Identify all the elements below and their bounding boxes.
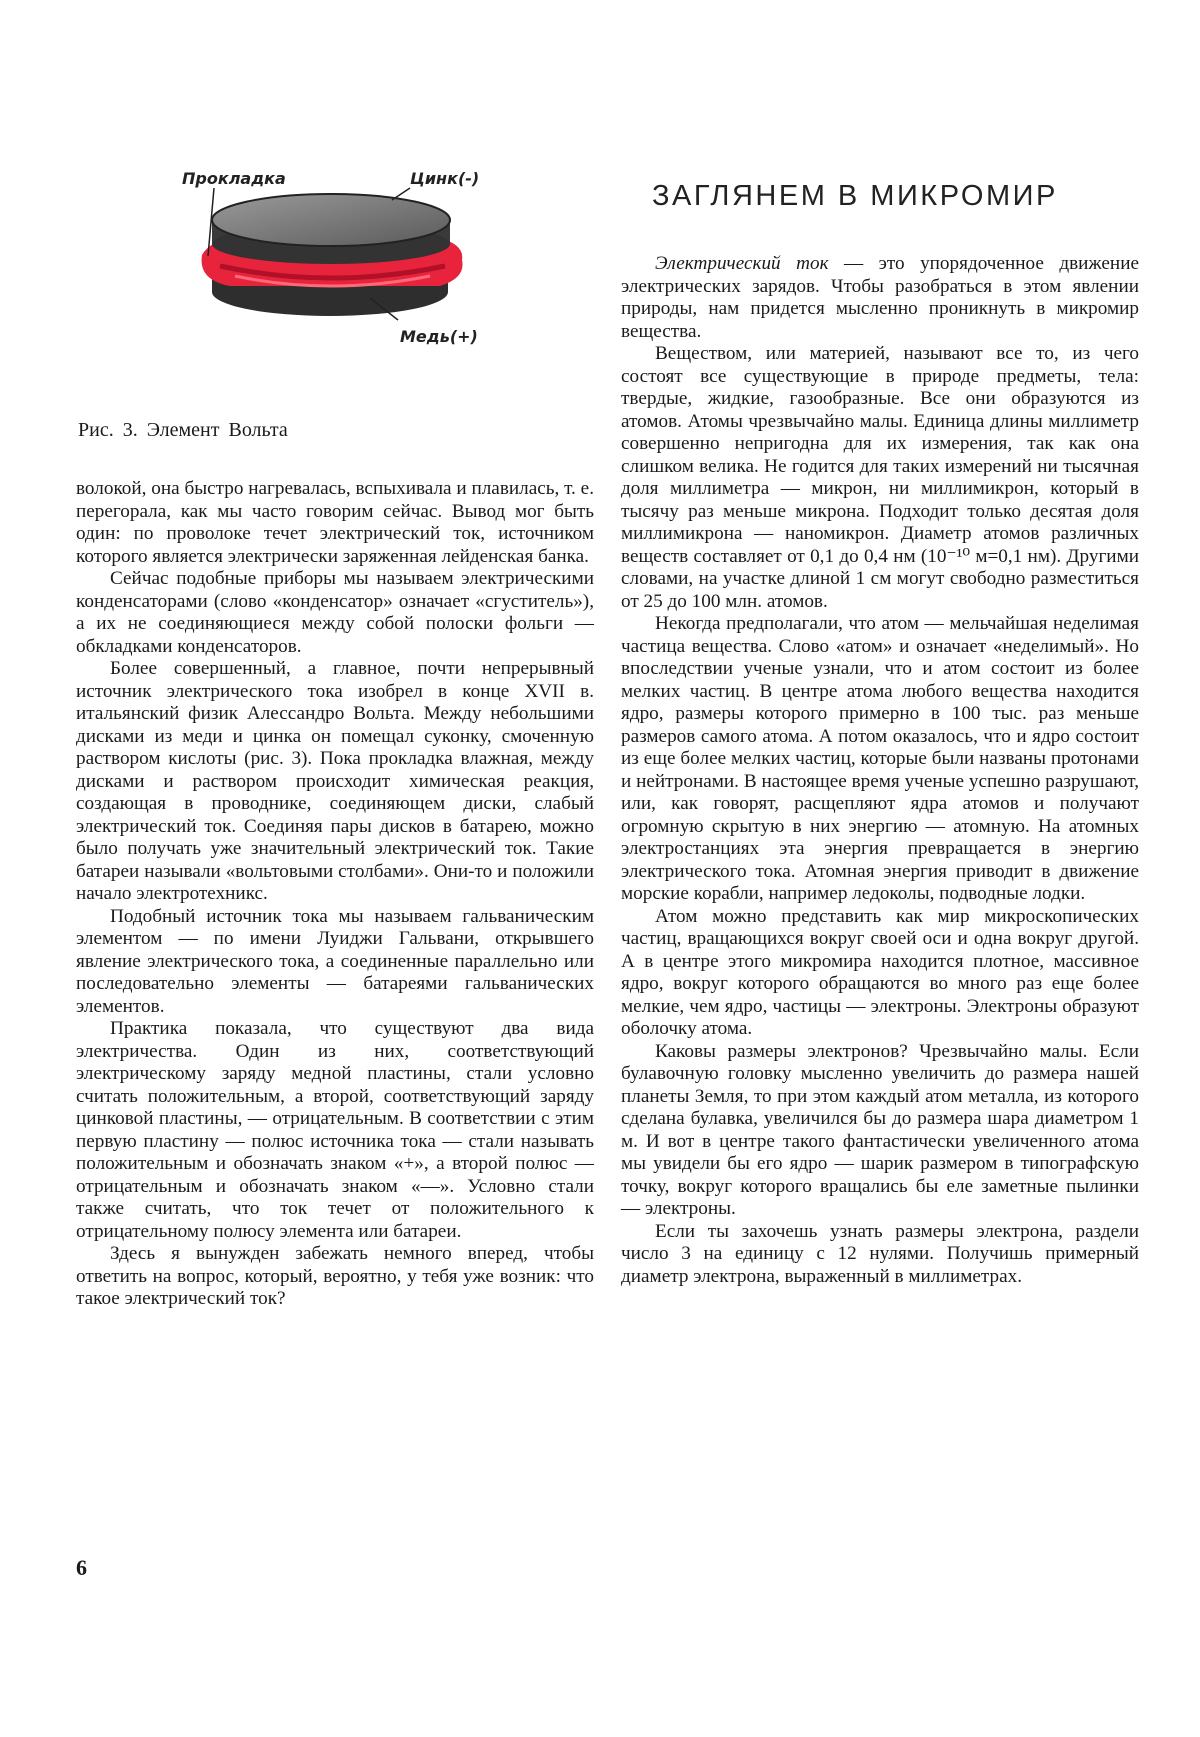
zinc-disc	[212, 194, 450, 246]
paragraph-text: — это упорядоченное движение электрических зарядов. Чтобы разобраться в этом явлении природы, нам придется мысленно проникнуть в микромир вещества.	[621, 253, 1139, 342]
paragraph: Веществом, или материей, называют все то, из чего состоят все существующие в природе предметы, тела: твердые, жидкие, газообразные. Все они образуются из атомов. Атомы чрезвычайно малы. Единица длины миллиметр совершенно непригодна для их измерения, так как она слишком велика. Не годится для таких измерений ни тысячная доля миллиметра — микрон, ни миллимикрон, который в тысячу раз меньше микрона. Подходит только десятая доля миллимикрона — наномикрон. Диаметр атомов различных веществ составляет от 0,1 до 0,4 нм (10⁻¹⁰ м=0,1 нм). Другими словами, на участке длиной 1 см могут свободно разместиться от 25 до 100 млн. атомов.	[621, 343, 1139, 612]
paragraph: Подобный источник тока мы называем гальваническим элементом — по имени Луиджи Гальвани, открывшего явление электрического тока, а соединенные параллельно или последовательно элементы — батареями гальванических элементов.	[76, 905, 594, 1017]
volta-cell-illustration	[180, 170, 510, 370]
paragraph: Каковы размеры электронов? Чрезвычайно малы. Если булавочную головку мысленно увеличить до размера нашей планеты Земля, то при этом каждый атом металла, из которого сделана булавка, увеличился бы до размера шара диаметром 1 м. И вот в центре такого фантастически увеличенного атома мы увидели бы его ядро — шарик размером в типографскую точку, вокруг которого вращались бы еле заметные пылинки — электроны.	[621, 1040, 1139, 1219]
gasket-label: Прокладка	[182, 170, 286, 188]
paragraph: Если ты захочешь узнать размеры электрона, раздели число 3 на единицу с 12 нулями. Получишь примерный диаметр электрона, выраженный в миллиметрах.	[621, 1220, 1139, 1287]
zinc-label: Цинк(-)	[410, 170, 480, 188]
paragraph: Некогда предполагали, что атом — мельчайшая неделимая частица вещества. Слово «атом» и означает «неделимый». Но впоследствии ученые узнали, что и атом состоит из более мелких частиц. В центре атома любого вещества находится ядро, размеры которого примерно в 100 тыс. раз меньше размеров самого атома. А потом оказалось, что и ядро состоит из еще более мелких частиц, которые были названы протонами и нейтронами. В настоящее время ученые успешно разрушают, или, как говорят, расщепляют ядра атомов и получают огромную скрытую в них энергию — атомную. На атомных электростанциях эта энергия превращается в энергию электрического тока. Атомная энергия приводит в движение морские корабли, например ледоколы, подводные лодки.	[621, 613, 1139, 904]
paragraph: Практика показала, что существуют два вида электричества. Один из них, соответствующий электрическому заряду медной пластины, стали условно считать положительным, а второй, соответствующий заряду цинковой пластины, — отрицательным. В соответствии с этим первую пластину — полюс источника тока — стали называть положительным и обозначать знаком «+», а второй полюс — отрицательным и обозначать знаком «—». Условно стали также считать, что ток течет от положительного к отрицательному полюсу элемента или батареи.	[76, 1018, 594, 1242]
page-number: 6	[76, 1555, 87, 1580]
section-heading: ЗАГЛЯНЕМ В МИКРОМИР	[652, 180, 1058, 212]
paragraph	[621, 253, 1139, 343]
paragraph: волокой, она быстро нагревалась, вспыхивала и плавилась, т. е. перегорала, как мы часто говорим сейчас. Вывод мог быть один: по проволоке течет электрический ток, источником которого является электрически заряженная лейденская банка.	[76, 478, 594, 567]
paragraph: Здесь я вынужден забежать немного вперед, чтобы ответить на вопрос, который, вероятно, у тебя уже возник: что такое электрический ток?	[76, 1243, 594, 1309]
paragraph: Атом можно представить как мир микроскопических частиц, вращающихся вокруг своей оси и одна вокруг другой. А в центре этого микромира находится плотное, массивное ядро, вокруг которого обращаются во много раз еще более мелкие, чем ядро, частицы — электроны. Электроны образуют оболочку атома.	[621, 905, 1139, 1039]
right-column	[621, 253, 1139, 1288]
volta-cell-figure	[180, 170, 510, 375]
figure-caption: Рис. 3. Элемент Вольта	[78, 419, 288, 441]
left-column	[76, 478, 594, 1311]
paragraph: Сейчас подобные приборы мы называем электрическими конденсаторами (слово «конденсатор» означает «сгуститель»), а их не соединяющиеся между собой полоски фольги — обкладками конденсаторов.	[76, 568, 594, 657]
paragraph: Более совершенный, а главное, почти непрерывный источник электрического тока изобрел в конце XVII в. итальянский физик Алессандро Вольта. Между небольшими дисками из меди и цинка он помещал суконку, смоченную раствором кислоты (рис. 3). Пока прокладка влажная, между дисками и раствором происходит химическая реакция, создающая в проводнике, соединяющем диски, слабый электрический ток. Соединяя пары дисков в батарею, можно было получать уже значительный электрический ток. Такие батареи называли «вольтовыми столбами». Они-то и положили начало электротехникс.	[76, 658, 594, 904]
copper-label: Медь(+)	[400, 327, 478, 346]
italic-term: Электрический ток	[655, 253, 829, 274]
